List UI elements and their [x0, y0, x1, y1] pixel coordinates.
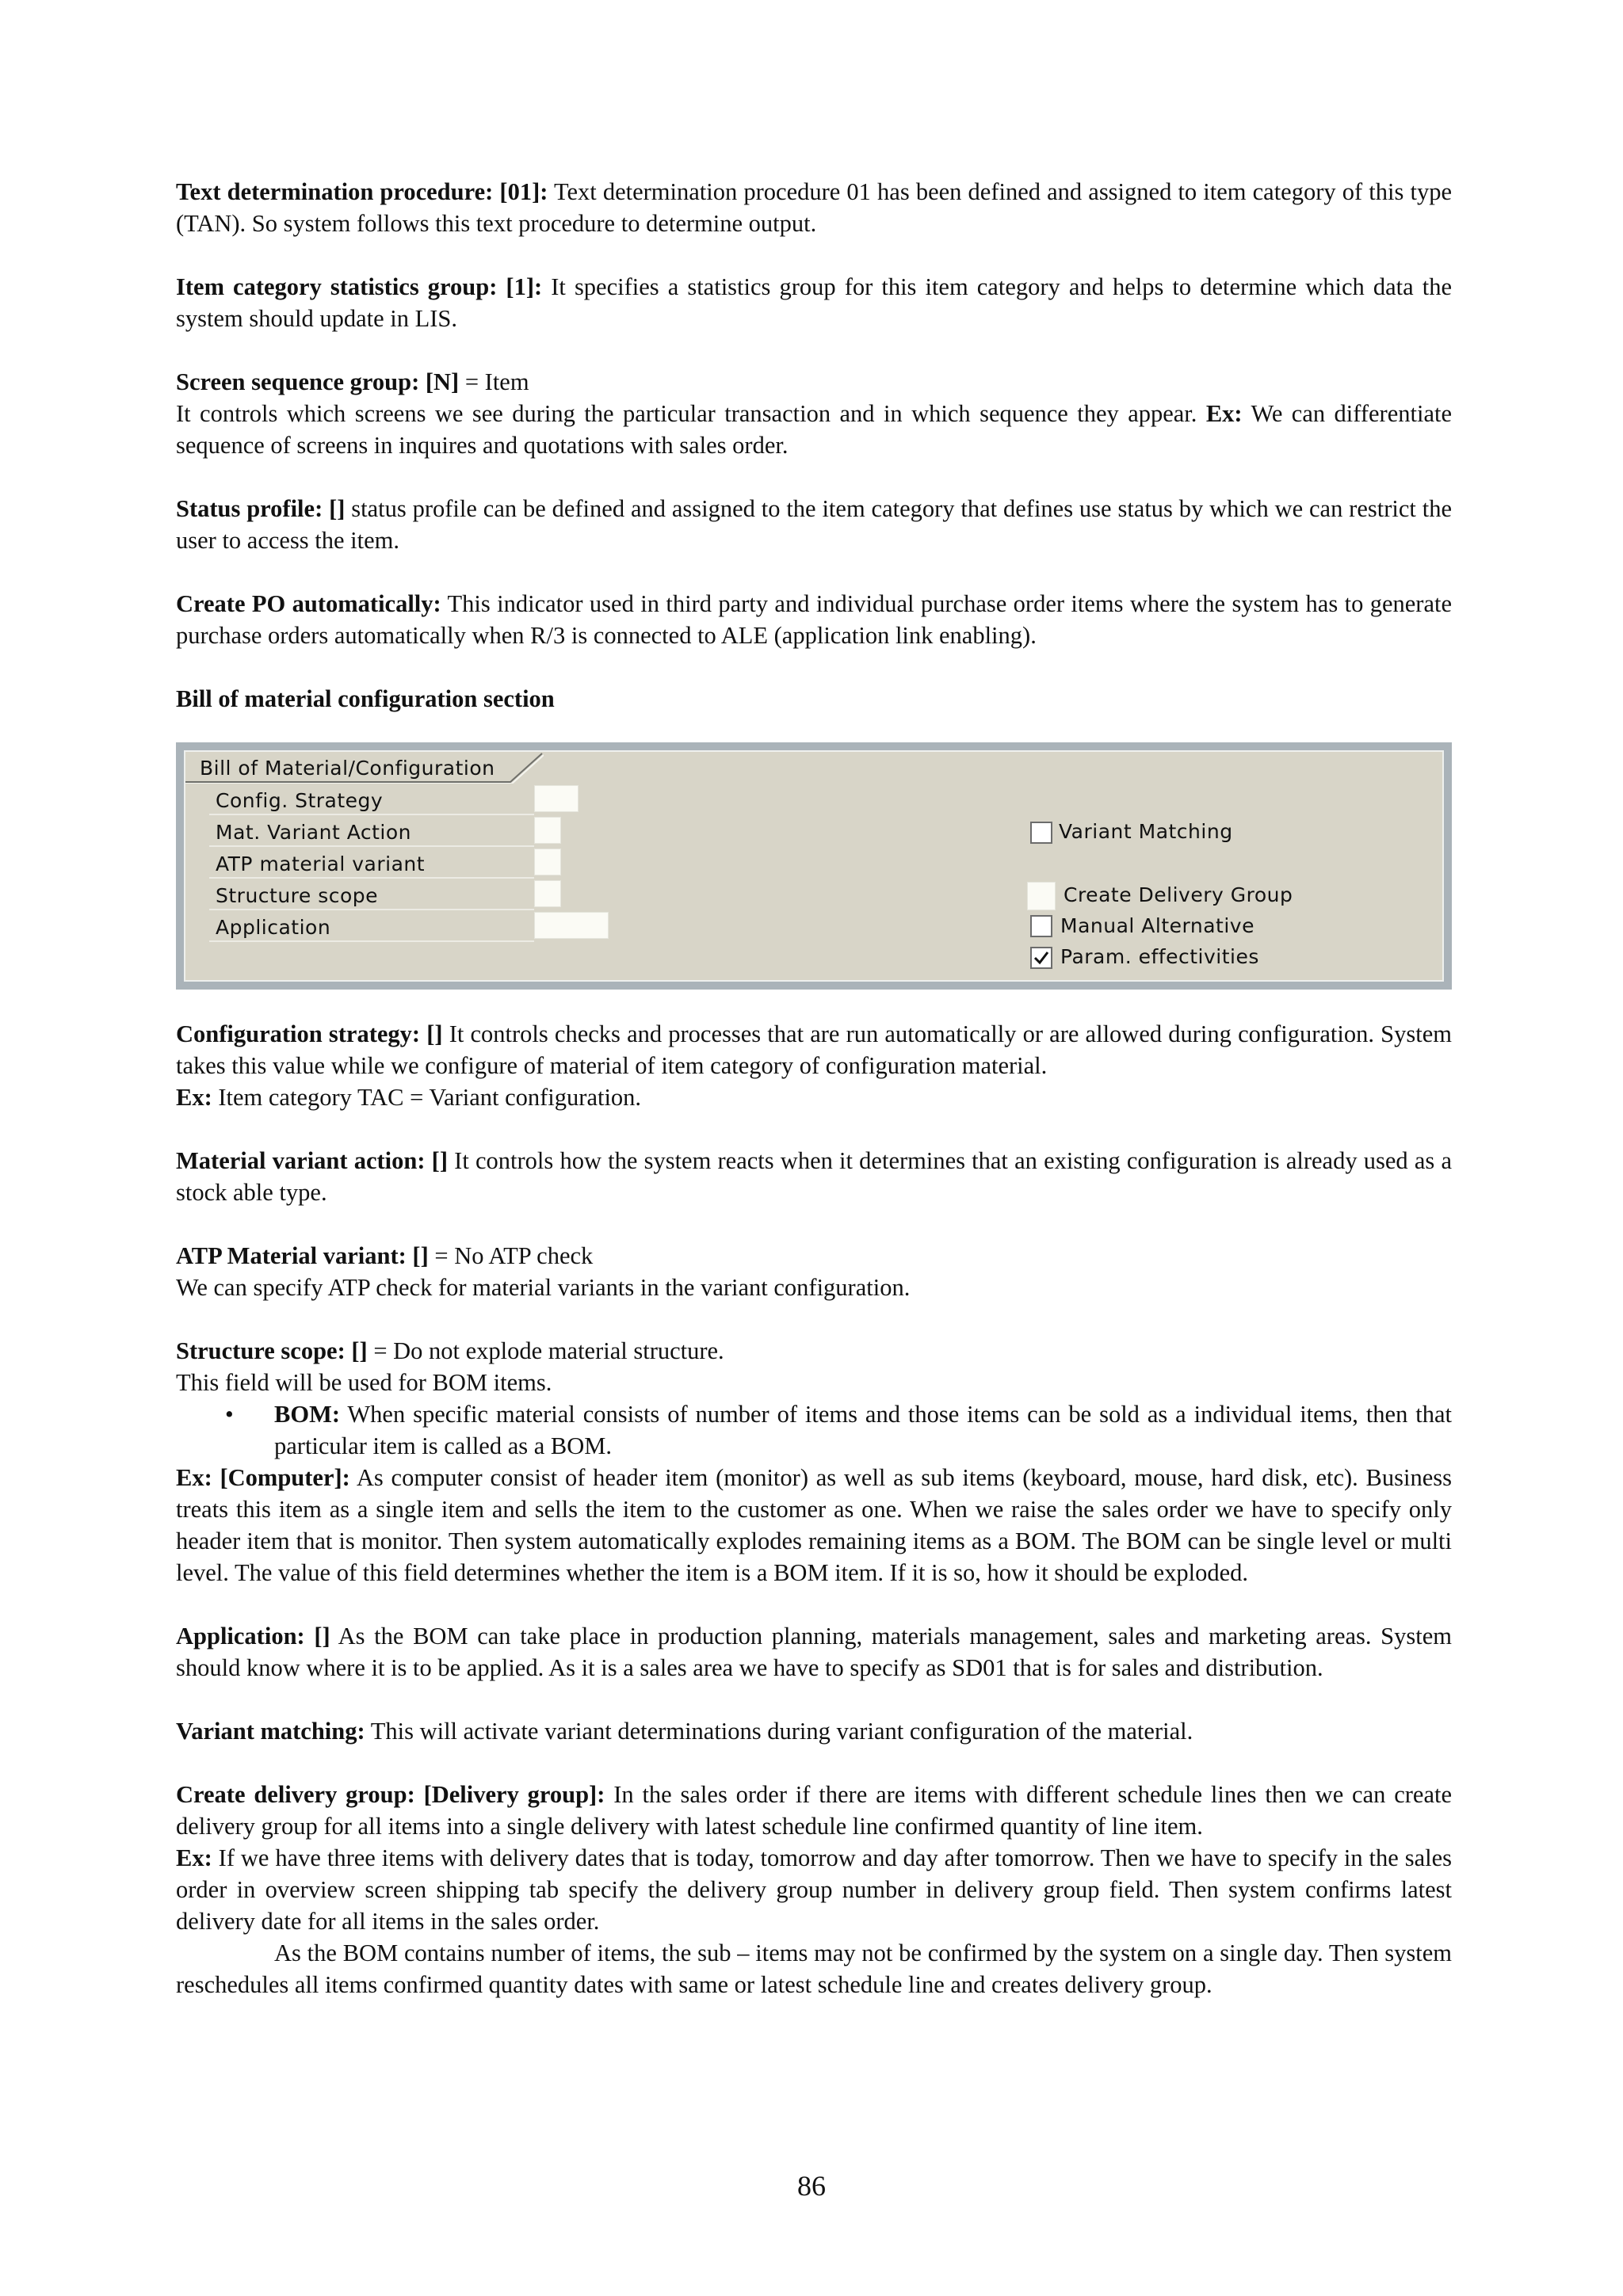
section-heading-text: Bill of material configuration section [176, 685, 555, 712]
example-label: Ex: [176, 1084, 212, 1111]
delivery-group-paragraph [176, 1779, 1452, 1842]
example-label: Ex: [Computer]: [176, 1464, 350, 1491]
variant-matching-label: Variant Matching [1059, 820, 1233, 843]
section-heading [176, 683, 1452, 715]
example-label: Ex: [176, 1844, 212, 1871]
param-effectivities-checkbox[interactable] [1030, 947, 1052, 969]
group-title: Bill of Material/Configuration [200, 757, 495, 780]
term-body: We can specify ATP check for material variants in the variant configuration. [176, 1274, 911, 1301]
application-input[interactable] [534, 912, 609, 939]
bom-note-paragraph: As the BOM contains number of items, the sub – items may not be confirmed by the system on a single day. Then system reschedules all items confirmed quantity dates with same or latest schedule line and creates delivery group. [176, 1939, 1452, 1998]
config-strategy-input[interactable] [534, 785, 579, 812]
term-body: This will activate variant determinations during variant configuration of the material. [365, 1718, 1193, 1745]
delivery-example-paragraph [176, 1842, 1452, 1937]
upper-text [176, 176, 1452, 715]
group-title-tab [185, 752, 544, 784]
config-strategy-row [209, 785, 534, 815]
term-label: Variant matching: [176, 1718, 365, 1745]
example-label: Ex: [1205, 400, 1243, 427]
atp-material-variant-paragraph [176, 1240, 1452, 1303]
term-label: Create PO automatically: [176, 590, 441, 617]
example-body: We can differentiate sequence of screens in inquires and quotations with sales order. [176, 400, 1452, 459]
material-variant-action-paragraph [176, 1145, 1452, 1208]
mat-variant-action-row [209, 817, 534, 847]
checkmark-icon [1033, 950, 1049, 966]
term-body: This field will be used for BOM items. [176, 1369, 552, 1396]
status-profile-paragraph [176, 493, 1452, 556]
variant-matching-paragraph [176, 1715, 1452, 1747]
structure-scope-paragraph [176, 1335, 1452, 1398]
bom-configuration-group [184, 750, 1444, 982]
example-body: If we have three items with delivery dates that is today, tomorrow and day after tomorrow. Then we have to specify in the sales order in overview screen shipping tab specify the delivery group number in delivery group field. Then system confirms latest delivery date for all items in the sales order. [176, 1844, 1452, 1935]
term-label: Screen sequence group: [N] [176, 368, 460, 395]
term-body: It controls checks and processes that are run automatically or are allowed during configuration. System takes this value while we configure of material of item category of configuration material. [176, 1020, 1452, 1079]
field-label: Mat. Variant Action [216, 821, 411, 844]
create-delivery-group-label: Create Delivery Group [1064, 883, 1293, 906]
bullet-icon: • [225, 1401, 234, 1428]
term-label: Status profile: [] [176, 495, 346, 522]
mat-variant-action-input[interactable] [534, 817, 561, 844]
bom-bullet-item [176, 1398, 1452, 1462]
example-body: As computer consist of header item (monitor) as well as sub items (keyboard, mouse, hard disk, etc). Business treats this item as a single item and sells the item to the customer as one. When we raise the sales order we have to specify only header item that is monitor. Then system automatically explodes remaining items as a BOM. The BOM can be single level or multi level. The value of this field determines whether the item is a BOM item. If it is so, how it should be exploded. [176, 1464, 1452, 1586]
term-body: status profile can be defined and assigned to the item category that defines use status by which we can restrict the user to access the item. [176, 495, 1452, 554]
bom-configuration-screenshot [176, 742, 1452, 990]
variant-matching-checkbox[interactable] [1030, 822, 1052, 844]
create-po-paragraph [176, 588, 1452, 651]
term-label: BOM: [274, 1401, 341, 1428]
bullet-text [274, 1398, 1452, 1462]
manual-alternative-checkbox[interactable] [1030, 915, 1052, 937]
screen-sequence-paragraph [176, 366, 1452, 461]
term-label: Material variant action: [] [176, 1147, 448, 1174]
term-body: When specific material consists of number of items and those items can be sold as a individual items, then that particular item is called as a BOM. [274, 1401, 1452, 1459]
application-paragraph [176, 1620, 1452, 1684]
example-body: Item category TAC = Variant configuration. [212, 1084, 642, 1111]
text-determination-paragraph [176, 176, 1452, 239]
term-body: = No ATP check [428, 1242, 594, 1269]
field-label: Structure scope [216, 884, 379, 907]
create-delivery-group-input[interactable] [1027, 882, 1056, 910]
field-label: Application [216, 916, 331, 939]
application-row [209, 912, 534, 942]
term-label: Create delivery group: [Delivery group]: [176, 1781, 605, 1808]
lower-text [176, 1018, 1452, 2000]
term-label: Item category statistics group: [1]: [176, 273, 543, 300]
atp-material-variant-input[interactable] [534, 849, 561, 875]
statistics-group-paragraph [176, 271, 1452, 334]
term-body: In the sales order if there are items with different schedule lines then we can create delivery group for all items into a single delivery with latest schedule line confirmed quantity of line item. [176, 1781, 1452, 1840]
term-label: Application: [] [176, 1623, 330, 1650]
structure-scope-row [209, 880, 534, 910]
configuration-strategy-paragraph [176, 1018, 1452, 1113]
param-effectivities-label: Param. effectivities [1060, 945, 1259, 968]
field-label: Config. Strategy [216, 789, 384, 812]
term-body: This indicator used in third party and individual purchase order items where the system has to generate purchase orders automatically when R/3 is connected to ALE (application link enabling). [176, 590, 1452, 649]
atp-material-variant-row [209, 849, 534, 879]
term-body: = Do not explode material structure. [367, 1337, 724, 1364]
term-label: Text determination procedure: [01]: [176, 178, 548, 205]
term-body: It controls how the system reacts when it determines that an existing configuration is already used as a stock able type. [176, 1147, 1452, 1206]
computer-example-paragraph [176, 1462, 1452, 1589]
structure-scope-input[interactable] [534, 880, 561, 907]
term-body: As the BOM can take place in production planning, materials management, sales and marketing areas. System should know where it is to be applied. As it is a sales area we have to specify as SD01 that is for sales and distribution. [176, 1623, 1453, 1681]
term-label: ATP Material variant: [] [176, 1242, 429, 1269]
page-number: 86 [797, 2170, 826, 2202]
manual-alternative-label: Manual Alternative [1060, 914, 1254, 937]
term-body: It specifies a statistics group for this item category and helps to determine which data the system should update in LIS. [176, 273, 1452, 332]
field-label: ATP material variant [216, 852, 426, 875]
term-body: = Item [459, 368, 529, 395]
term-label: Configuration strategy: [] [176, 1020, 443, 1047]
term-label: Structure scope: [] [176, 1337, 368, 1364]
term-body: Text determination procedure 01 has been defined and assigned to item category of this type (TAN). So system follows this text procedure to determine output. [176, 178, 1452, 237]
term-body: It controls which screens we see during the particular transaction and in which sequence they appear. [176, 400, 1206, 427]
